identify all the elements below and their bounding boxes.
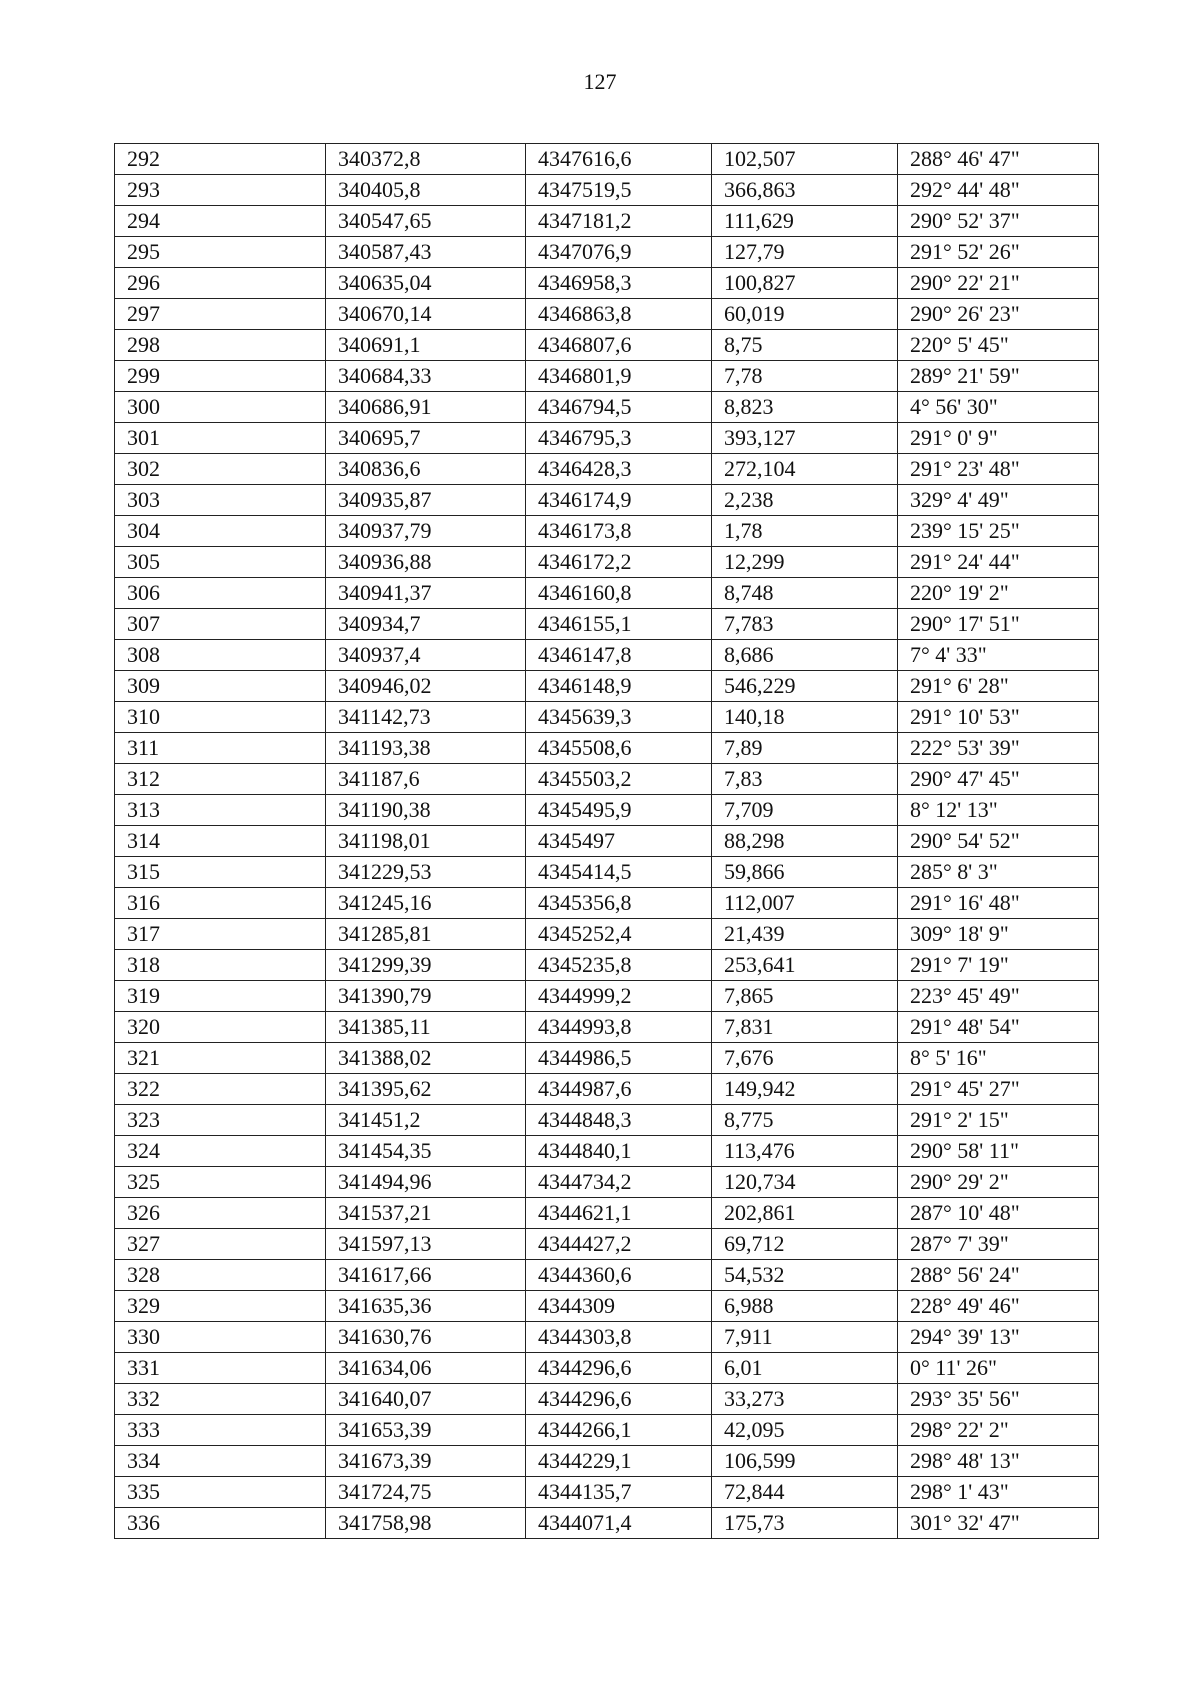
x-coordinate-cell: 341653,39 <box>326 1415 526 1446</box>
bearing-cell: 291° 0' 9" <box>898 423 1099 454</box>
x-coordinate-cell: 340684,33 <box>326 361 526 392</box>
x-coordinate-cell: 341385,11 <box>326 1012 526 1043</box>
point-number-cell: 333 <box>115 1415 326 1446</box>
table-row <box>115 330 1099 361</box>
table-row <box>115 764 1099 795</box>
point-number-cell: 319 <box>115 981 326 1012</box>
point-number-cell: 306 <box>115 578 326 609</box>
table-row <box>115 1167 1099 1198</box>
table-row <box>115 392 1099 423</box>
y-coordinate-cell: 4346155,1 <box>526 609 712 640</box>
x-coordinate-cell: 341245,16 <box>326 888 526 919</box>
bearing-cell: 290° 26' 23" <box>898 299 1099 330</box>
distance-cell: 72,844 <box>712 1477 898 1508</box>
point-number-cell: 334 <box>115 1446 326 1477</box>
y-coordinate-cell: 4346863,8 <box>526 299 712 330</box>
y-coordinate-cell: 4347519,5 <box>526 175 712 206</box>
x-coordinate-cell: 341390,79 <box>326 981 526 1012</box>
distance-cell: 1,78 <box>712 516 898 547</box>
distance-cell: 69,712 <box>712 1229 898 1260</box>
coordinates-table-body <box>115 144 1099 1539</box>
y-coordinate-cell: 4344427,2 <box>526 1229 712 1260</box>
table-row <box>115 950 1099 981</box>
distance-cell: 54,532 <box>712 1260 898 1291</box>
point-number-cell: 327 <box>115 1229 326 1260</box>
x-coordinate-cell: 340372,8 <box>326 144 526 175</box>
distance-cell: 113,476 <box>712 1136 898 1167</box>
y-coordinate-cell: 4344848,3 <box>526 1105 712 1136</box>
x-coordinate-cell: 341454,35 <box>326 1136 526 1167</box>
distance-cell: 272,104 <box>712 454 898 485</box>
table-row <box>115 268 1099 299</box>
distance-cell: 366,863 <box>712 175 898 206</box>
bearing-cell: 239° 15' 25" <box>898 516 1099 547</box>
table-row <box>115 919 1099 950</box>
point-number-cell: 307 <box>115 609 326 640</box>
y-coordinate-cell: 4344840,1 <box>526 1136 712 1167</box>
distance-cell: 12,299 <box>712 547 898 578</box>
bearing-cell: 293° 35' 56" <box>898 1384 1099 1415</box>
y-coordinate-cell: 4346172,2 <box>526 547 712 578</box>
x-coordinate-cell: 341597,13 <box>326 1229 526 1260</box>
point-number-cell: 336 <box>115 1508 326 1539</box>
y-coordinate-cell: 4344987,6 <box>526 1074 712 1105</box>
table-row <box>115 206 1099 237</box>
point-number-cell: 303 <box>115 485 326 516</box>
table-row <box>115 702 1099 733</box>
table-row <box>115 423 1099 454</box>
point-number-cell: 315 <box>115 857 326 888</box>
x-coordinate-cell: 340635,04 <box>326 268 526 299</box>
bearing-cell: 291° 23' 48" <box>898 454 1099 485</box>
distance-cell: 8,823 <box>712 392 898 423</box>
x-coordinate-cell: 340936,88 <box>326 547 526 578</box>
bearing-cell: 292° 44' 48" <box>898 175 1099 206</box>
x-coordinate-cell: 340934,7 <box>326 609 526 640</box>
point-number-cell: 318 <box>115 950 326 981</box>
distance-cell: 6,988 <box>712 1291 898 1322</box>
point-number-cell: 296 <box>115 268 326 299</box>
distance-cell: 106,599 <box>712 1446 898 1477</box>
x-coordinate-cell: 341395,62 <box>326 1074 526 1105</box>
distance-cell: 140,18 <box>712 702 898 733</box>
bearing-cell: 291° 48' 54" <box>898 1012 1099 1043</box>
point-number-cell: 292 <box>115 144 326 175</box>
table-row <box>115 1229 1099 1260</box>
x-coordinate-cell: 340670,14 <box>326 299 526 330</box>
y-coordinate-cell: 4344266,1 <box>526 1415 712 1446</box>
bearing-cell: 301° 32' 47" <box>898 1508 1099 1539</box>
distance-cell: 7,709 <box>712 795 898 826</box>
x-coordinate-cell: 340547,65 <box>326 206 526 237</box>
distance-cell: 120,734 <box>712 1167 898 1198</box>
y-coordinate-cell: 4345495,9 <box>526 795 712 826</box>
table-row <box>115 1260 1099 1291</box>
bearing-cell: 287° 7' 39" <box>898 1229 1099 1260</box>
table-row <box>115 175 1099 206</box>
distance-cell: 102,507 <box>712 144 898 175</box>
point-number-cell: 314 <box>115 826 326 857</box>
point-number-cell: 299 <box>115 361 326 392</box>
table-row <box>115 1012 1099 1043</box>
table-row <box>115 733 1099 764</box>
point-number-cell: 328 <box>115 1260 326 1291</box>
x-coordinate-cell: 340691,1 <box>326 330 526 361</box>
table-row <box>115 826 1099 857</box>
distance-cell: 7,911 <box>712 1322 898 1353</box>
x-coordinate-cell: 341640,07 <box>326 1384 526 1415</box>
y-coordinate-cell: 4345508,6 <box>526 733 712 764</box>
y-coordinate-cell: 4345497 <box>526 826 712 857</box>
x-coordinate-cell: 341758,98 <box>326 1508 526 1539</box>
y-coordinate-cell: 4344734,2 <box>526 1167 712 1198</box>
bearing-cell: 285° 8' 3" <box>898 857 1099 888</box>
bearing-cell: 290° 29' 2" <box>898 1167 1099 1198</box>
point-number-cell: 331 <box>115 1353 326 1384</box>
x-coordinate-cell: 341494,96 <box>326 1167 526 1198</box>
y-coordinate-cell: 4346801,9 <box>526 361 712 392</box>
bearing-cell: 222° 53' 39" <box>898 733 1099 764</box>
y-coordinate-cell: 4344621,1 <box>526 1198 712 1229</box>
bearing-cell: 287° 10' 48" <box>898 1198 1099 1229</box>
x-coordinate-cell: 341299,39 <box>326 950 526 981</box>
point-number-cell: 324 <box>115 1136 326 1167</box>
bearing-cell: 291° 52' 26" <box>898 237 1099 268</box>
distance-cell: 7,831 <box>712 1012 898 1043</box>
point-number-cell: 304 <box>115 516 326 547</box>
y-coordinate-cell: 4345639,3 <box>526 702 712 733</box>
bearing-cell: 291° 7' 19" <box>898 950 1099 981</box>
y-coordinate-cell: 4346428,3 <box>526 454 712 485</box>
table-row <box>115 1353 1099 1384</box>
bearing-cell: 290° 54' 52" <box>898 826 1099 857</box>
bearing-cell: 298° 1' 43" <box>898 1477 1099 1508</box>
bearing-cell: 8° 12' 13" <box>898 795 1099 826</box>
distance-cell: 127,79 <box>712 237 898 268</box>
point-number-cell: 335 <box>115 1477 326 1508</box>
y-coordinate-cell: 4344071,4 <box>526 1508 712 1539</box>
bearing-cell: 291° 2' 15" <box>898 1105 1099 1136</box>
bearing-cell: 294° 39' 13" <box>898 1322 1099 1353</box>
distance-cell: 8,75 <box>712 330 898 361</box>
point-number-cell: 321 <box>115 1043 326 1074</box>
x-coordinate-cell: 341617,66 <box>326 1260 526 1291</box>
coordinates-table <box>114 143 1099 1539</box>
table-row <box>115 516 1099 547</box>
point-number-cell: 302 <box>115 454 326 485</box>
distance-cell: 100,827 <box>712 268 898 299</box>
table-row <box>115 1384 1099 1415</box>
y-coordinate-cell: 4344993,8 <box>526 1012 712 1043</box>
point-number-cell: 330 <box>115 1322 326 1353</box>
point-number-cell: 329 <box>115 1291 326 1322</box>
bearing-cell: 298° 48' 13" <box>898 1446 1099 1477</box>
bearing-cell: 290° 17' 51" <box>898 609 1099 640</box>
table-row <box>115 237 1099 268</box>
distance-cell: 60,019 <box>712 299 898 330</box>
x-coordinate-cell: 340587,43 <box>326 237 526 268</box>
y-coordinate-cell: 4346147,8 <box>526 640 712 671</box>
distance-cell: 7,78 <box>712 361 898 392</box>
table-row <box>115 888 1099 919</box>
y-coordinate-cell: 4346807,6 <box>526 330 712 361</box>
bearing-cell: 291° 10' 53" <box>898 702 1099 733</box>
point-number-cell: 317 <box>115 919 326 950</box>
distance-cell: 8,775 <box>712 1105 898 1136</box>
x-coordinate-cell: 340937,79 <box>326 516 526 547</box>
table-row <box>115 609 1099 640</box>
y-coordinate-cell: 4346148,9 <box>526 671 712 702</box>
y-coordinate-cell: 4346795,3 <box>526 423 712 454</box>
x-coordinate-cell: 340941,37 <box>326 578 526 609</box>
y-coordinate-cell: 4344296,6 <box>526 1384 712 1415</box>
point-number-cell: 301 <box>115 423 326 454</box>
point-number-cell: 310 <box>115 702 326 733</box>
table-row <box>115 1415 1099 1446</box>
distance-cell: 175,73 <box>712 1508 898 1539</box>
distance-cell: 42,095 <box>712 1415 898 1446</box>
bearing-cell: 309° 18' 9" <box>898 919 1099 950</box>
point-number-cell: 298 <box>115 330 326 361</box>
bearing-cell: 0° 11' 26" <box>898 1353 1099 1384</box>
x-coordinate-cell: 340935,87 <box>326 485 526 516</box>
distance-cell: 7,83 <box>712 764 898 795</box>
x-coordinate-cell: 340695,7 <box>326 423 526 454</box>
table-row <box>115 1477 1099 1508</box>
y-coordinate-cell: 4344360,6 <box>526 1260 712 1291</box>
x-coordinate-cell: 341537,21 <box>326 1198 526 1229</box>
x-coordinate-cell: 341630,76 <box>326 1322 526 1353</box>
x-coordinate-cell: 340946,02 <box>326 671 526 702</box>
x-coordinate-cell: 341634,06 <box>326 1353 526 1384</box>
bearing-cell: 7° 4' 33" <box>898 640 1099 671</box>
distance-cell: 6,01 <box>712 1353 898 1384</box>
distance-cell: 7,783 <box>712 609 898 640</box>
x-coordinate-cell: 341142,73 <box>326 702 526 733</box>
y-coordinate-cell: 4347076,9 <box>526 237 712 268</box>
distance-cell: 393,127 <box>712 423 898 454</box>
y-coordinate-cell: 4346173,8 <box>526 516 712 547</box>
bearing-cell: 290° 52' 37" <box>898 206 1099 237</box>
y-coordinate-cell: 4345414,5 <box>526 857 712 888</box>
bearing-cell: 288° 46' 47" <box>898 144 1099 175</box>
y-coordinate-cell: 4345252,4 <box>526 919 712 950</box>
x-coordinate-cell: 341198,01 <box>326 826 526 857</box>
x-coordinate-cell: 341229,53 <box>326 857 526 888</box>
table-row <box>115 485 1099 516</box>
point-number-cell: 297 <box>115 299 326 330</box>
table-row <box>115 1043 1099 1074</box>
x-coordinate-cell: 341193,38 <box>326 733 526 764</box>
bearing-cell: 291° 45' 27" <box>898 1074 1099 1105</box>
point-number-cell: 316 <box>115 888 326 919</box>
bearing-cell: 220° 19' 2" <box>898 578 1099 609</box>
point-number-cell: 312 <box>115 764 326 795</box>
x-coordinate-cell: 341673,39 <box>326 1446 526 1477</box>
table-row <box>115 578 1099 609</box>
y-coordinate-cell: 4344986,5 <box>526 1043 712 1074</box>
bearing-cell: 220° 5' 45" <box>898 330 1099 361</box>
distance-cell: 88,298 <box>712 826 898 857</box>
y-coordinate-cell: 4344135,7 <box>526 1477 712 1508</box>
y-coordinate-cell: 4347181,2 <box>526 206 712 237</box>
table-row <box>115 857 1099 888</box>
bearing-cell: 291° 16' 48" <box>898 888 1099 919</box>
table-row <box>115 1198 1099 1229</box>
table-row <box>115 454 1099 485</box>
distance-cell: 33,273 <box>712 1384 898 1415</box>
point-number-cell: 332 <box>115 1384 326 1415</box>
table-row <box>115 795 1099 826</box>
table-row <box>115 299 1099 330</box>
distance-cell: 2,238 <box>712 485 898 516</box>
y-coordinate-cell: 4346160,8 <box>526 578 712 609</box>
distance-cell: 7,676 <box>712 1043 898 1074</box>
x-coordinate-cell: 341388,02 <box>326 1043 526 1074</box>
x-coordinate-cell: 341451,2 <box>326 1105 526 1136</box>
y-coordinate-cell: 4344296,6 <box>526 1353 712 1384</box>
distance-cell: 8,686 <box>712 640 898 671</box>
point-number-cell: 320 <box>115 1012 326 1043</box>
x-coordinate-cell: 340686,91 <box>326 392 526 423</box>
y-coordinate-cell: 4347616,6 <box>526 144 712 175</box>
y-coordinate-cell: 4344309 <box>526 1291 712 1322</box>
table-row <box>115 547 1099 578</box>
point-number-cell: 322 <box>115 1074 326 1105</box>
x-coordinate-cell: 340937,4 <box>326 640 526 671</box>
bearing-cell: 329° 4' 49" <box>898 485 1099 516</box>
distance-cell: 111,629 <box>712 206 898 237</box>
x-coordinate-cell: 340405,8 <box>326 175 526 206</box>
point-number-cell: 326 <box>115 1198 326 1229</box>
bearing-cell: 288° 56' 24" <box>898 1260 1099 1291</box>
bearing-cell: 298° 22' 2" <box>898 1415 1099 1446</box>
distance-cell: 149,942 <box>712 1074 898 1105</box>
table-row <box>115 981 1099 1012</box>
bearing-cell: 291° 6' 28" <box>898 671 1099 702</box>
x-coordinate-cell: 341190,38 <box>326 795 526 826</box>
bearing-cell: 291° 24' 44" <box>898 547 1099 578</box>
table-row <box>115 1508 1099 1539</box>
distance-cell: 7,865 <box>712 981 898 1012</box>
x-coordinate-cell: 341285,81 <box>326 919 526 950</box>
point-number-cell: 313 <box>115 795 326 826</box>
distance-cell: 7,89 <box>712 733 898 764</box>
point-number-cell: 294 <box>115 206 326 237</box>
table-row <box>115 1291 1099 1322</box>
y-coordinate-cell: 4344303,8 <box>526 1322 712 1353</box>
table-row <box>115 1322 1099 1353</box>
distance-cell: 112,007 <box>712 888 898 919</box>
distance-cell: 59,866 <box>712 857 898 888</box>
table-row <box>115 361 1099 392</box>
x-coordinate-cell: 340836,6 <box>326 454 526 485</box>
y-coordinate-cell: 4345356,8 <box>526 888 712 919</box>
y-coordinate-cell: 4345235,8 <box>526 950 712 981</box>
point-number-cell: 300 <box>115 392 326 423</box>
bearing-cell: 290° 22' 21" <box>898 268 1099 299</box>
table-row <box>115 144 1099 175</box>
y-coordinate-cell: 4344999,2 <box>526 981 712 1012</box>
bearing-cell: 223° 45' 49" <box>898 981 1099 1012</box>
x-coordinate-cell: 341187,6 <box>326 764 526 795</box>
bearing-cell: 8° 5' 16" <box>898 1043 1099 1074</box>
y-coordinate-cell: 4346174,9 <box>526 485 712 516</box>
distance-cell: 546,229 <box>712 671 898 702</box>
point-number-cell: 309 <box>115 671 326 702</box>
distance-cell: 202,861 <box>712 1198 898 1229</box>
x-coordinate-cell: 341724,75 <box>326 1477 526 1508</box>
point-number-cell: 311 <box>115 733 326 764</box>
table-row <box>115 640 1099 671</box>
distance-cell: 253,641 <box>712 950 898 981</box>
point-number-cell: 325 <box>115 1167 326 1198</box>
bearing-cell: 289° 21' 59" <box>898 361 1099 392</box>
bearing-cell: 4° 56' 30" <box>898 392 1099 423</box>
table-row <box>115 1074 1099 1105</box>
page-number: 127 <box>583 69 617 94</box>
y-coordinate-cell: 4346794,5 <box>526 392 712 423</box>
distance-cell: 21,439 <box>712 919 898 950</box>
y-coordinate-cell: 4346958,3 <box>526 268 712 299</box>
table-row <box>115 1446 1099 1477</box>
distance-cell: 8,748 <box>712 578 898 609</box>
point-number-cell: 305 <box>115 547 326 578</box>
table-row <box>115 1136 1099 1167</box>
y-coordinate-cell: 4344229,1 <box>526 1446 712 1477</box>
bearing-cell: 290° 58' 11" <box>898 1136 1099 1167</box>
y-coordinate-cell: 4345503,2 <box>526 764 712 795</box>
x-coordinate-cell: 341635,36 <box>326 1291 526 1322</box>
point-number-cell: 308 <box>115 640 326 671</box>
point-number-cell: 293 <box>115 175 326 206</box>
point-number-cell: 323 <box>115 1105 326 1136</box>
table-row <box>115 1105 1099 1136</box>
point-number-cell: 295 <box>115 237 326 268</box>
table-row <box>115 671 1099 702</box>
bearing-cell: 290° 47' 45" <box>898 764 1099 795</box>
bearing-cell: 228° 49' 46" <box>898 1291 1099 1322</box>
